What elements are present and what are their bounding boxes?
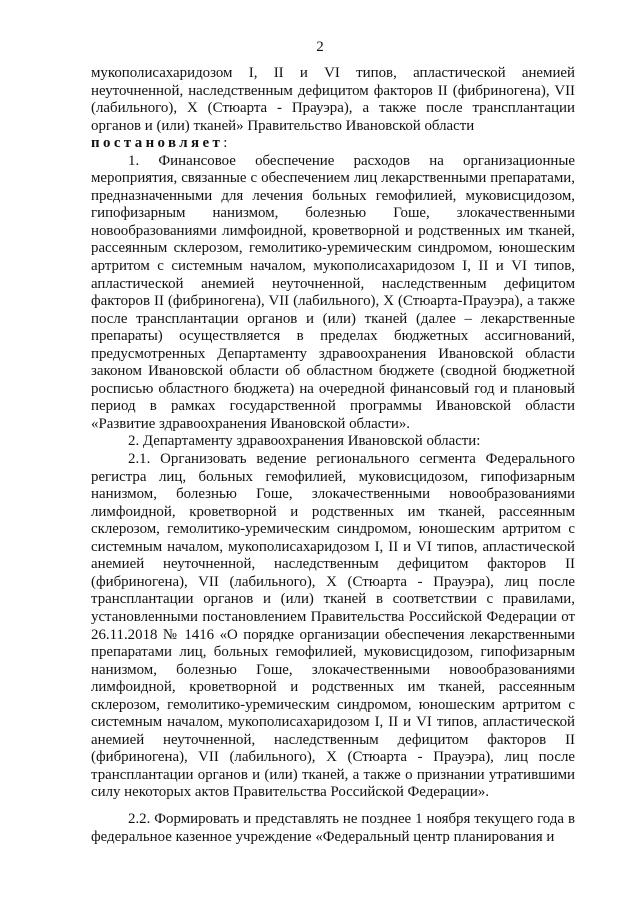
page-number: 2 — [316, 39, 324, 55]
paragraph-item-1: 1. Финансовое обеспечение расходов на организационные мероприятия, связанные с обеспечением лиц лекарственными препаратами, предназначенными для лечения больных гемофилией, муковисцидозом, гипофизарным нанизмом, болезнью Гоше, злокачественными новообразованиями лимфоидной, кроветворной и родственных им тканей, рассеянным склерозом, гемолитико-уремическим синдромом, юношеским артритом с системным началом, мукополисахаридозом I, II и VI типов, апластической анемией неуточненной, наследственным дефицитом факторов II (фибриногена), VII (лабильного), X (Стюарта-Прауэра), а также после трансплантации органов и (или) тканей (далее – лекарственные препараты) осуществляется в пределах бюджетных ассигнований, предусмотренных Департаменту здравоохранения Ивановской области законом Ивановской области об областном бюджете (сводной бюджетной росписью областного бюджета) на очередной финансовый год и плановый период в рамках государственной программы Ивановской области «Развитие здравоохранения Ивановской области». — [91, 152, 575, 432]
paragraph-preamble-continuation: мукополисахаридозом I, II и VI типов, апластической анемией неуточненной, наследственным дефицитом факторов II (фибриногена), VII (лабильного), X (Стюарта - Прауэра), а также после трансплантации органов и (или) тканей» Правительство Ивановской области — [91, 65, 575, 134]
paragraph-item-2-2: 2.2. Формировать и представлять не позднее 1 ноября текущего года в федеральное казенное учреждение «Федеральный центр планирования и — [91, 810, 575, 845]
decree-line — [91, 135, 575, 153]
document-body — [91, 65, 575, 846]
paragraph-item-2: 2. Департаменту здравоохранения Ивановской области: — [128, 433, 481, 450]
decree-colon: : — [223, 135, 228, 152]
decree-word: постановляет — [91, 135, 224, 152]
paragraph-item-2-1: 2.1. Организовать ведение регионального сегмента Федерального регистра лиц, больных гемофилией, муковисцидозом, гипофизарным нанизмом, болезнью Гоше, злокачественными новообразованиями лимфоидной, кроветворной и родственных им тканей, рассеянным склерозом, гемолитико-уремическим синдромом, юношеским артритом с системным началом, мукополисахаридозом I, II и VI типов, апластической анемией неуточненной, наследственным дефицитом факторов II (фибриногена), VII (лабильного), X (Стюарта - Прауэра), лиц после трансплантации органов и (или) тканей в соответствии с правилами, установленными постановлением Правительства Российской Федерации от 26.11.2018 № 1416 «О порядке организации обеспечения лекарственными препаратами лиц, больных гемофилией, муковисцидозом, гипофизарным нанизмом, болезнью Гоше, злокачественными новообразованиями лимфоидной, кроветворной и родственных им тканей, рассеянным склерозом, гемолитико-уремическим синдромом, юношеским артритом с системным началом, мукополисахаридозом I, II и VI типов, апластической анемией неуточненной, наследственным дефицитом факторов II (фибриногена), VII (лабильного), X (Стюарта - Прауэра), лиц после трансплантации органов и (или) тканей, а также о признании утратившими силу некоторых актов Правительства Российской Федерации». — [91, 451, 575, 801]
